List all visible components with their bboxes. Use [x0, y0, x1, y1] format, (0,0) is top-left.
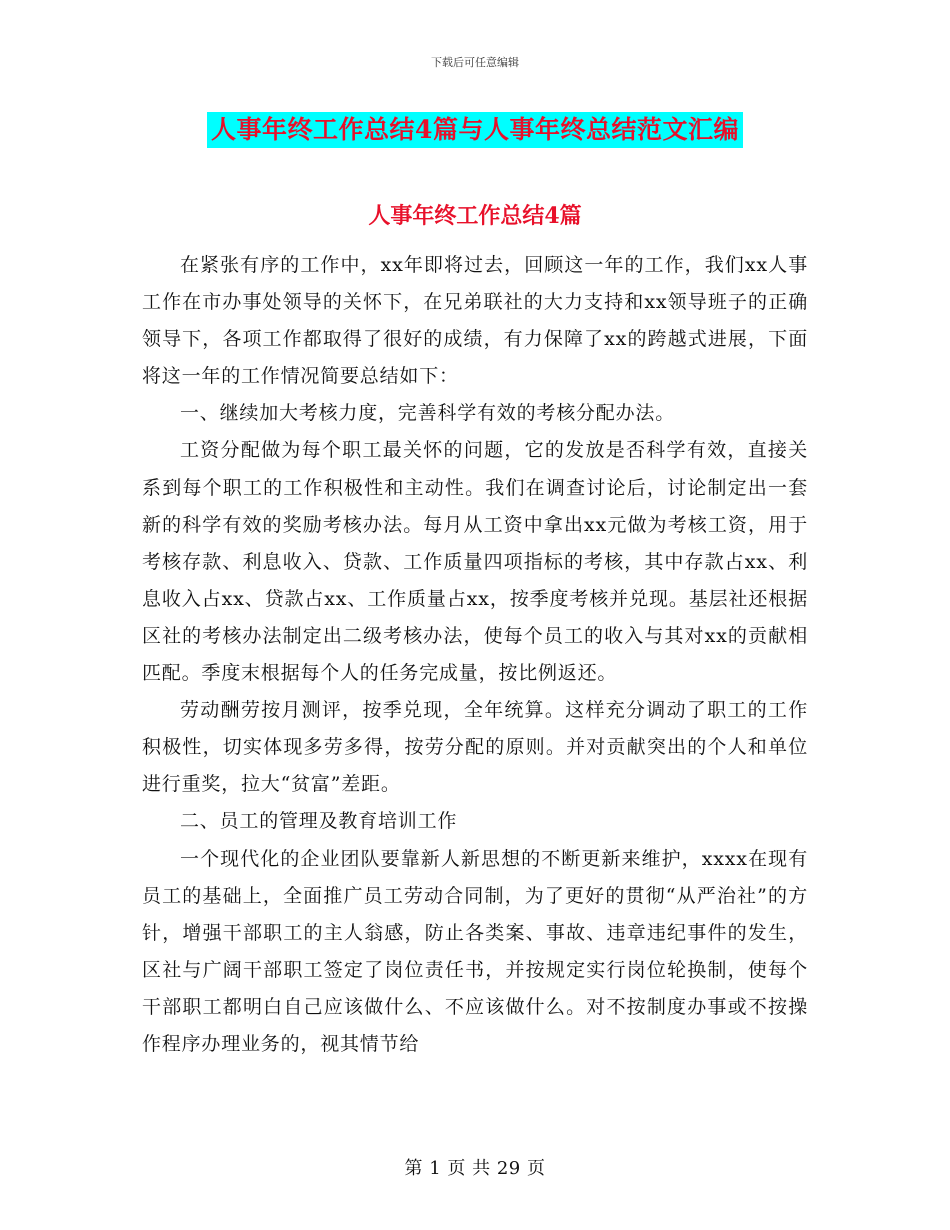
header-note: 下载后可任意编辑	[431, 56, 519, 69]
page-number: 第 1 页 共 29 页	[404, 1158, 546, 1179]
main-title: 人事年终工作总结4篇与人事年终总结范文汇编	[207, 112, 743, 148]
section-title: 人事年终工作总结4篇	[368, 203, 582, 229]
paragraph-staff: 一个现代化的企业团队要靠新人新思想的不断更新来维护，xxxx在现有员工的基础上，全面推广员工劳动合同制，为了更好的贯彻“从严治社”的方针，增强干部职工的主人翁感，防止各类案、事故、违章违纪事件的发生，区社与广阔干部职工签定了岗位责任书，并按规定实行岗位轮换制，使每个干部职工都明白自己应该做什么、不应该做什么。对不按制度办事或不按操作程序办理业务的，视其情节给	[142, 847, 808, 1055]
paragraph-reward: 劳动酬劳按月测评，按季兑现，全年统算。这样充分调动了职工的工作积极性，切实体现多劳多得，按劳分配的原则。并对贡献突出的个人和单位进行重奖，拉大“贫富”差距。	[142, 699, 808, 796]
heading-section-1: 一、继续加大考核力度，完善科学有效的考核分配办法。	[180, 402, 676, 425]
heading-section-2: 二、员工的管理及教育培训工作	[180, 810, 458, 833]
document-body	[142, 247, 808, 1063]
paragraph-intro: 在紧张有序的工作中，xx年即将过去，回顾这一年的工作，我们xx人事工作在市办事处领导的关怀下，在兄弟联社的大力支持和xx领导班子的正确领导下，各项工作都取得了很好的成绩，有力保障了xx的跨越式进展，下面将这一年的工作情况简要总结如下：	[142, 254, 808, 388]
main-title-container	[0, 112, 950, 148]
paragraph-salary: 工资分配做为每个职工最关怀的问题，它的发放是否科学有效，直接关系到每个职工的工作积极性和主动性。我们在调查讨论后，讨论制定出一套新的科学有效的奖励考核办法。每月从工资中拿出xx元做为考核工资，用于考核存款、利息收入、贷款、工作质量四项指标的考核，其中存款占xx、利息收入占xx、贷款占xx、工作质量占xx，按季度考核并兑现。基层社还根据区社的考核办法制定出二级考核办法，使每个员工的收入与其对xx的贡献相匹配。季度末根据每个人的任务完成量，按比例返还。	[142, 439, 808, 685]
